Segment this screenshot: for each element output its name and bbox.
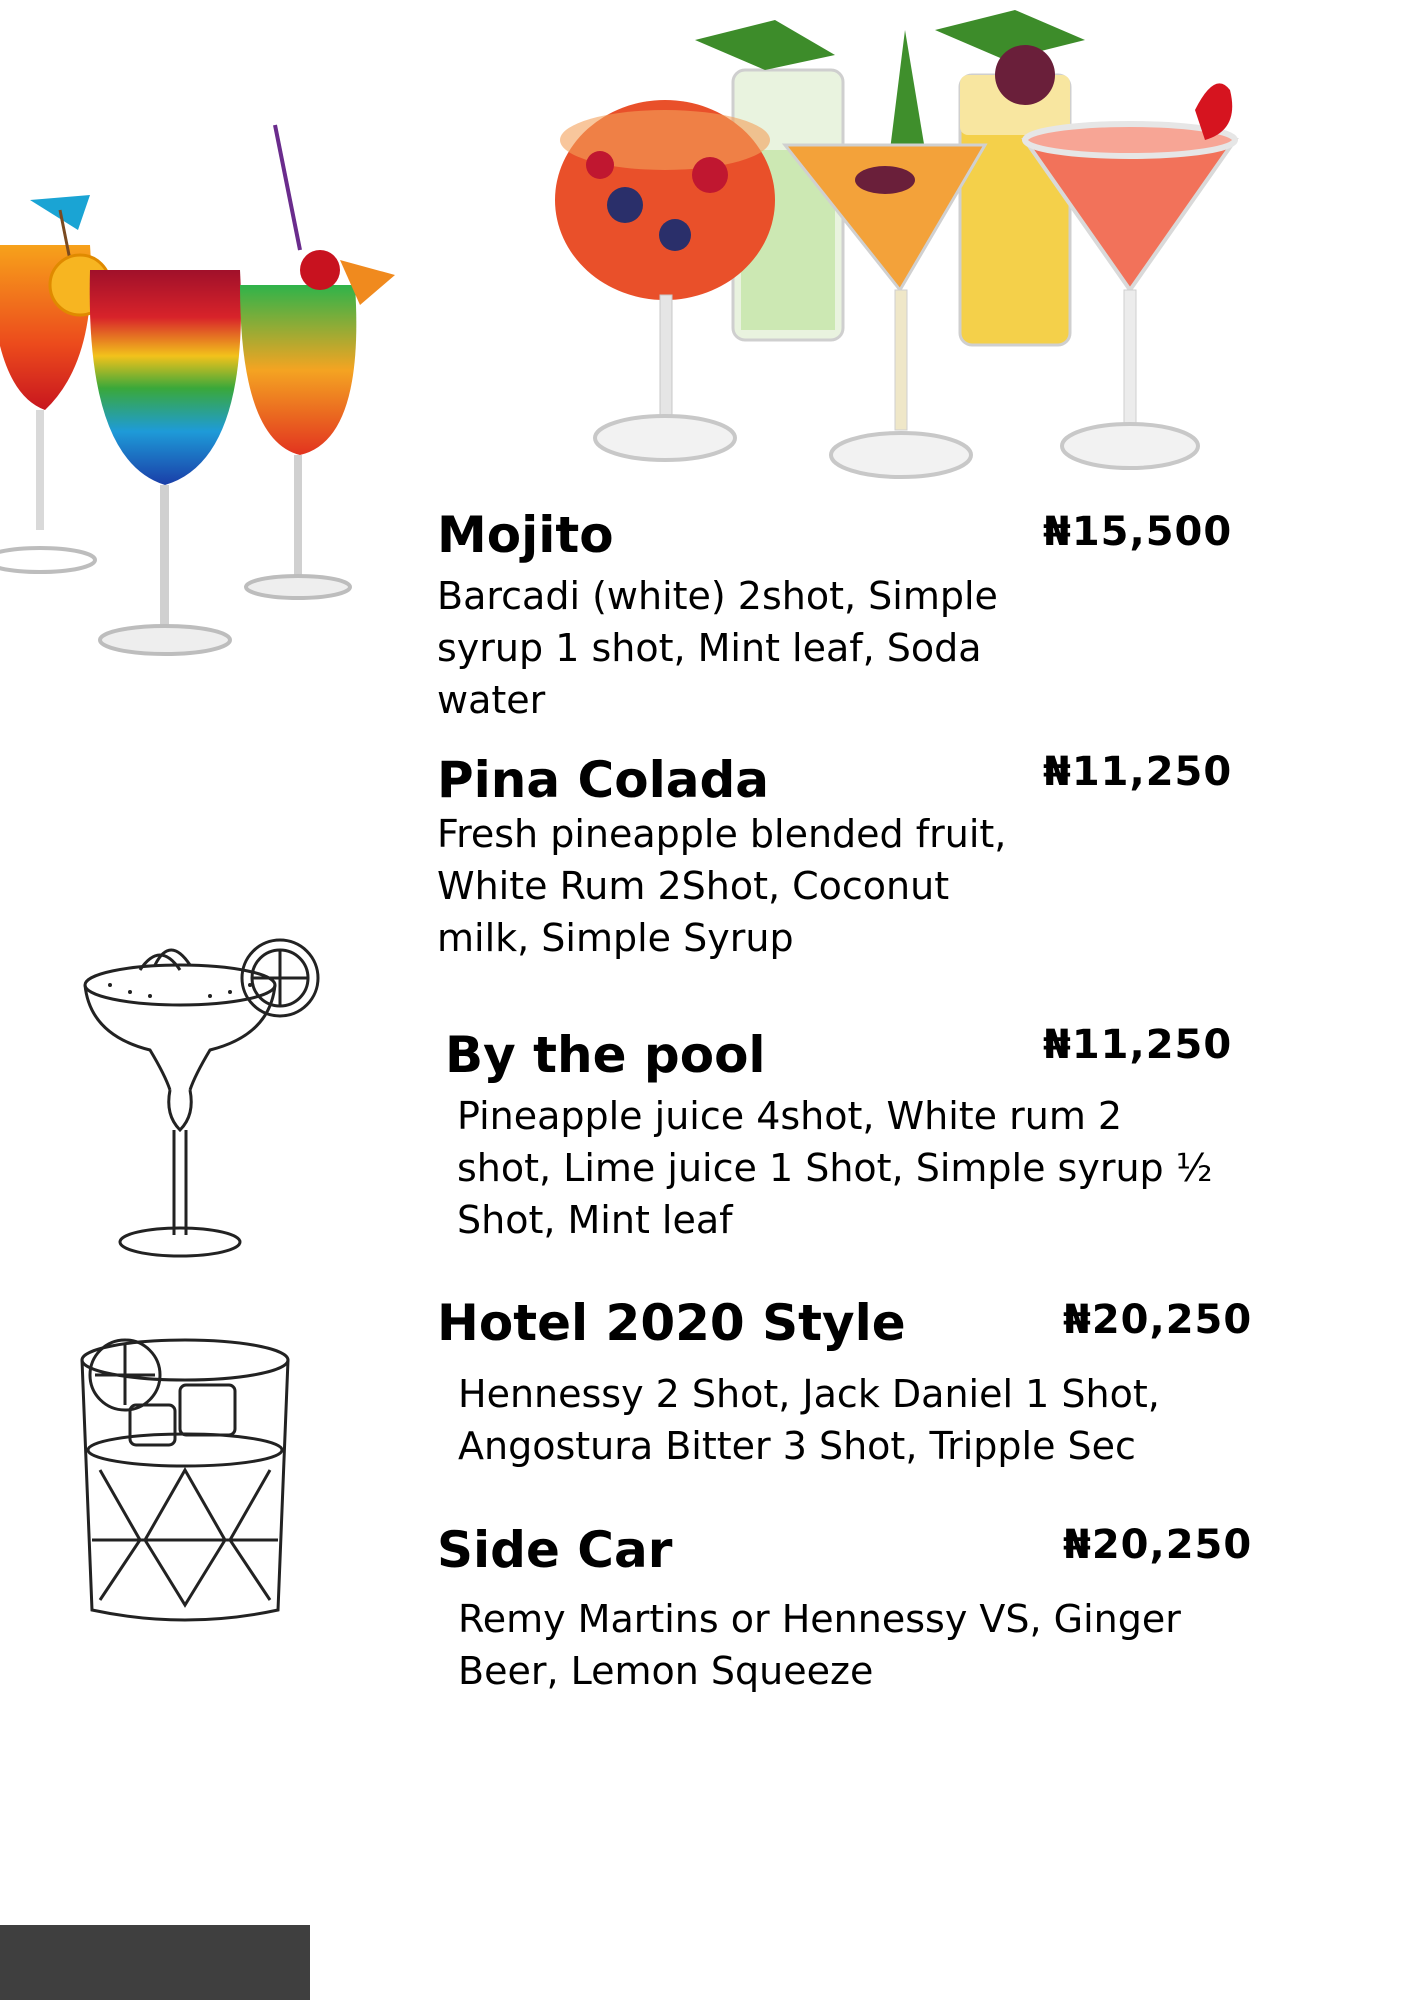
menu-item-price-hotel-2020-style: ₦20,250 — [1063, 1297, 1253, 1343]
menu-item-description-hotel-2020-style: Hennessy 2 Shot, Jack Daniel 1 Shot, Angostura Bitter 3 Shot, Tripple Sec — [458, 1372, 1160, 1468]
menu-item-description-side-car: Remy Martins or Hennessy VS, Ginger Beer, Lemon Squeeze — [458, 1597, 1181, 1693]
menu-item-description-mojito: Barcadi (white) 2shot, Simple syrup 1 shot, Mint leaf, Soda water — [437, 574, 998, 722]
margarita-glass-sketch — [70, 940, 330, 1270]
menu-item-name-hotel-2020-style: Hotel 2020 Style — [437, 1294, 906, 1352]
menu-item-description-by-the-pool: Pineapple juice 4shot, White rum 2 shot, Lime juice 1 Shot, Simple syrup ½ Shot, Mint leaf — [457, 1094, 1213, 1242]
whiskey-tumbler-sketch — [70, 1330, 300, 1635]
menu-item-description-pina-colada: Fresh pineapple blended fruit, White Rum 2Shot, Coconut milk, Simple Syrup — [437, 812, 1007, 960]
menu-item-price-side-car: ₦20,250 — [1063, 1522, 1253, 1568]
menu-item-name-pina-colada: Pina Colada — [437, 751, 769, 809]
menu-item-price-by-the-pool: ₦11,250 — [1043, 1022, 1233, 1068]
rainbow-cocktails-image — [0, 110, 400, 670]
menu-item-name-side-car: Side Car — [437, 1521, 673, 1579]
menu-item-name-mojito: Mojito — [437, 506, 614, 564]
menu-item-name-by-the-pool: By the pool — [445, 1026, 766, 1084]
menu-item-price-pina-colada: ₦11,250 — [1043, 749, 1233, 795]
menu-item-price-mojito: ₦15,500 — [1043, 509, 1233, 555]
footer-bar — [0, 1925, 310, 2000]
fruit-cocktails-image — [505, 0, 1265, 490]
